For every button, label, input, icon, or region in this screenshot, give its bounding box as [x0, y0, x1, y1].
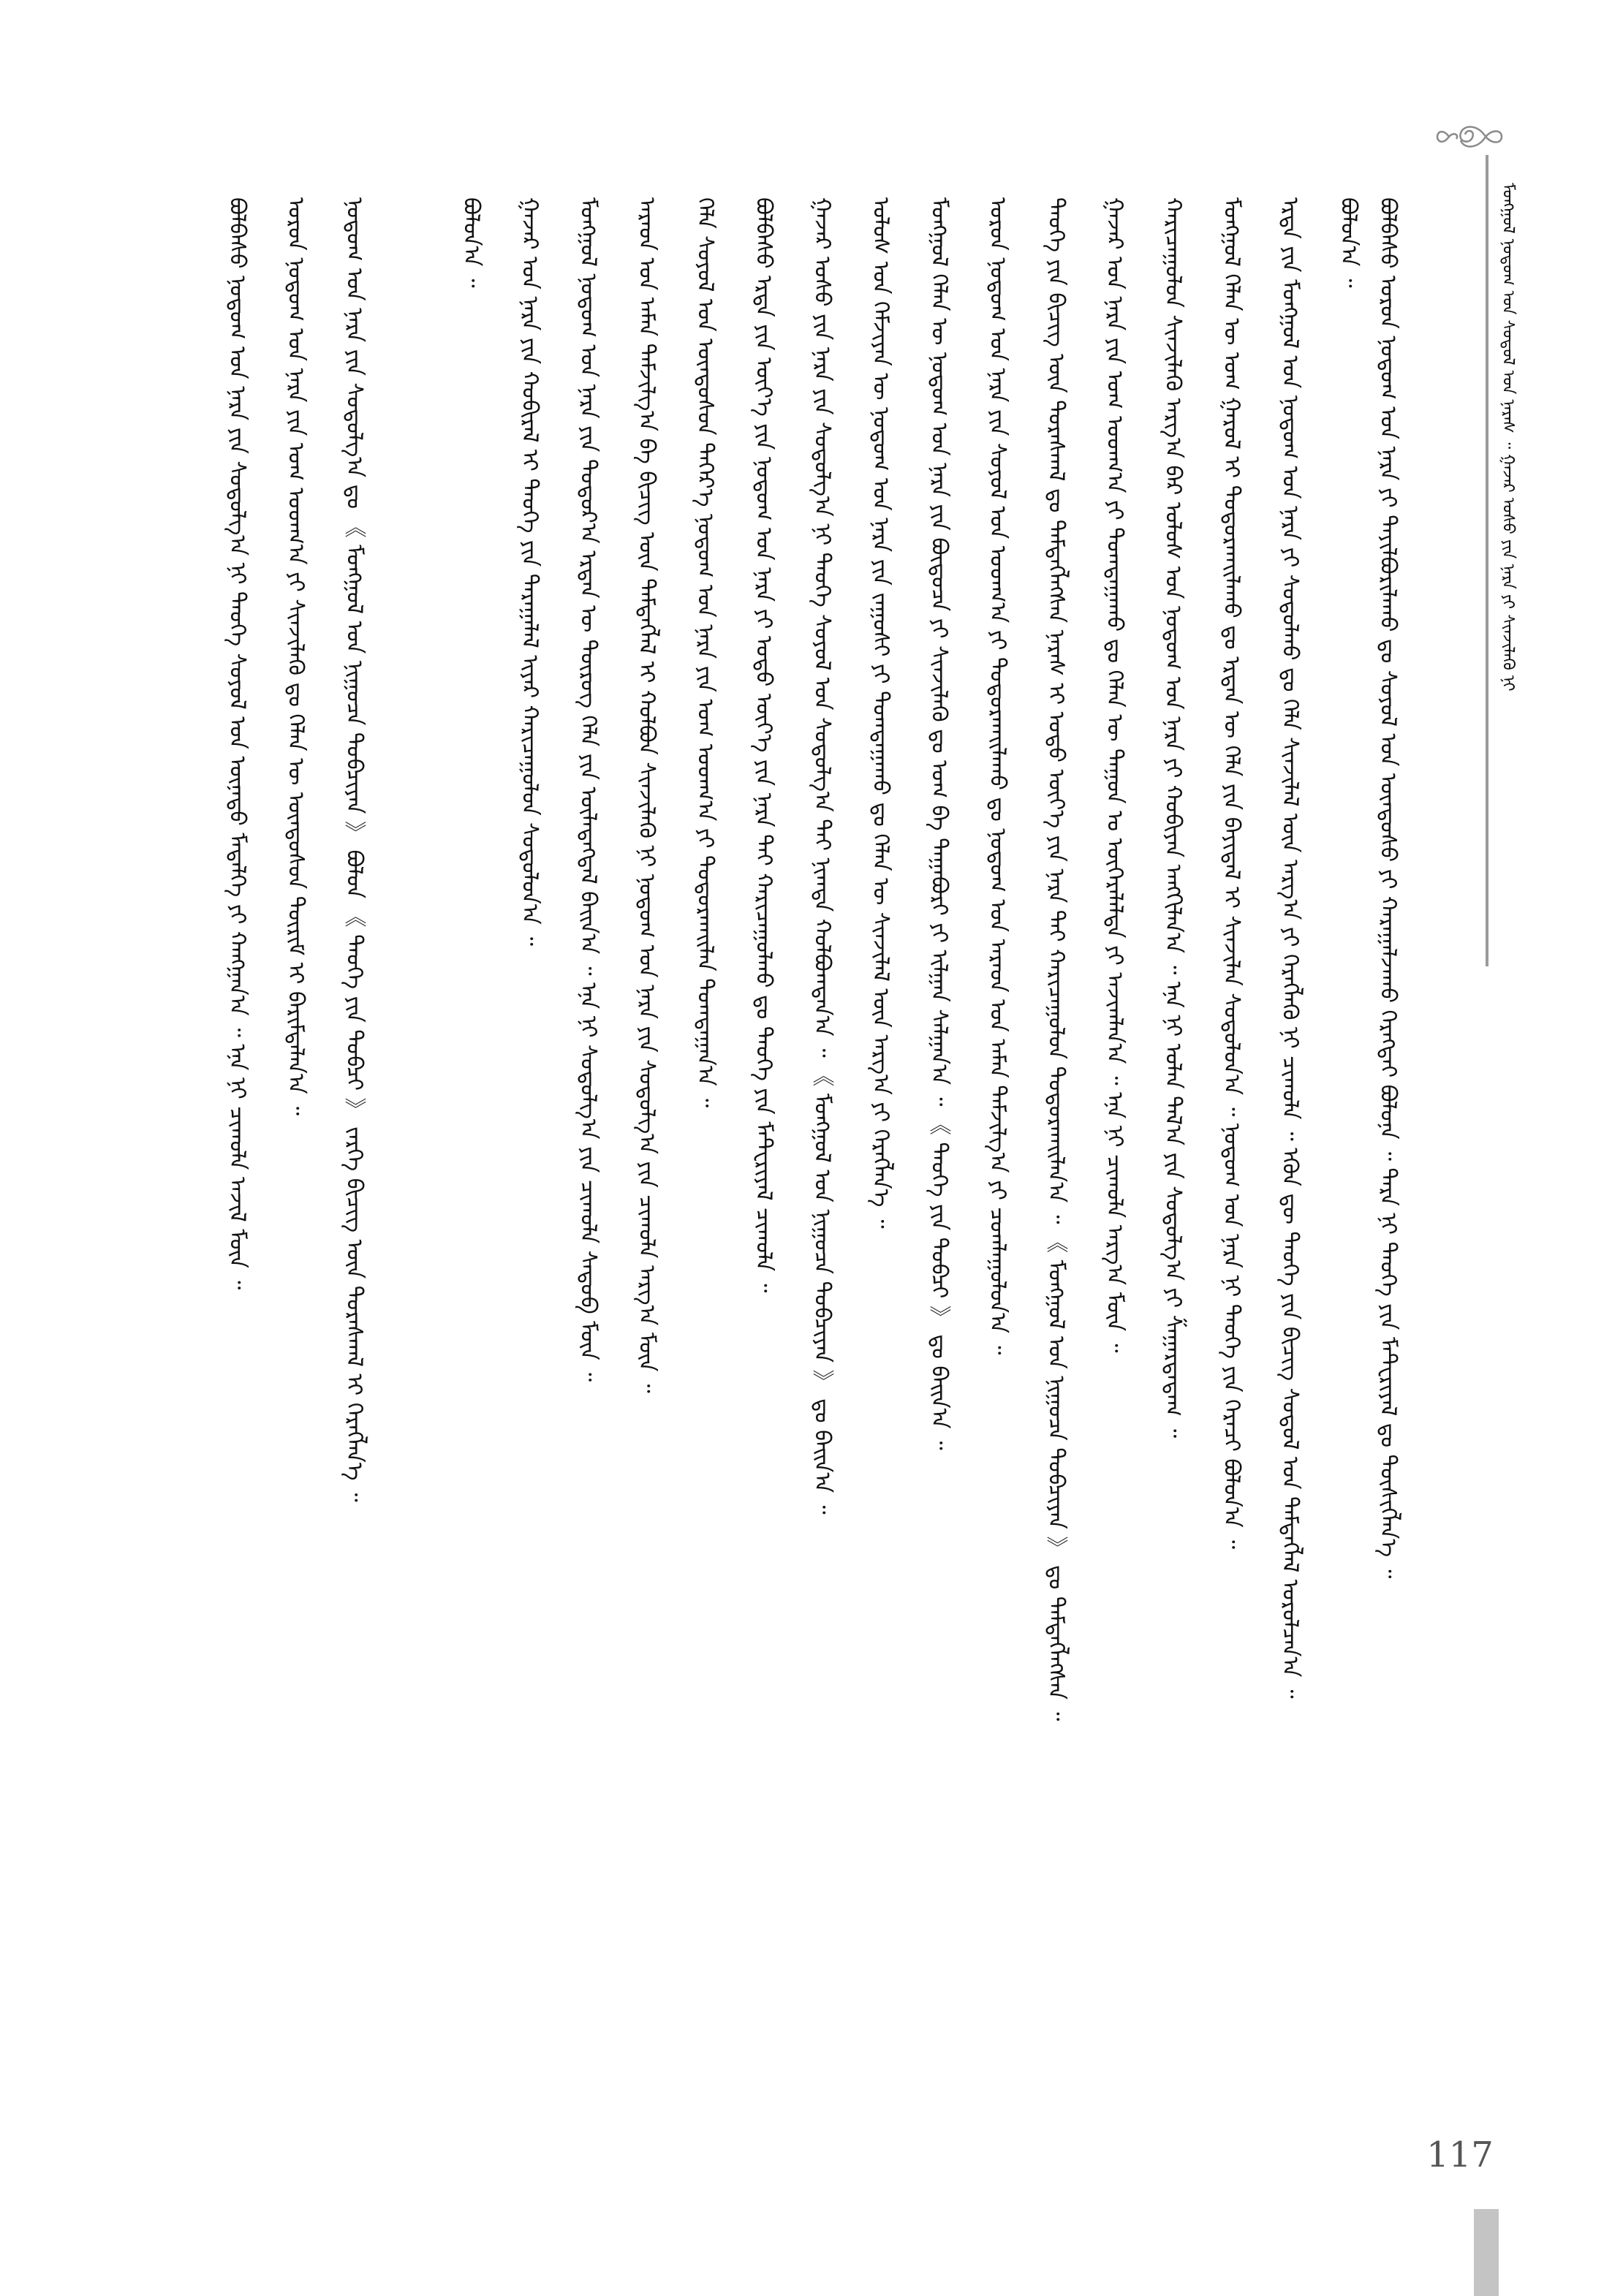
header-rule — [1486, 155, 1488, 966]
text-column: ᠪᠣᠯᠪᠠᠰᠤ ᠡᠷᠲᠡ ᠶᠢᠨ ᠦᠶ᠎ᠡ ᠶᠢᠨ ᠨᠤᠲᠤᠭ ᠤᠨ ᠨᠡᠷᠡ ᠶᠢ ᠣᠳᠣ ᠦᠶ᠎ᠡ ᠶᠢᠨ ᠨᠡᠷᠡ ᠲᠡᠢ ᠬᠠᠷᠢᠴᠠᠭᠤᠯᠬᠤ ᠳᠤ ᠲᠡᠦᠬᠡ ᠶᠢᠨ ᠮᠠᠲ᠋ᠧᠷᠢᠶᠠᠯ ᠴᠢᠬᠤᠯᠠ ᠃ — [751, 197, 776, 1293]
running-header: ᠮᠣᠩᠭᠣᠯ ᠨᠤᠲᠤᠭ ᠤᠨ ᠰᠤᠳᠤᠯ ᠤᠨ ᠨᠡᠷᠡᠰ ᠃ ᠭᠠᠵᠠᠷ ᠤᠰᠤ ᠶᠢᠨ ᠨᠡᠷᠡ ᠶᠢ ᠰᠢᠨᠵᠢᠯᠡᠬᠦ ᠨᠢ — [1499, 183, 1517, 692]
text-column: ᠪᠣᠯᠤᠨ᠎ᠠ ᠃ — [1336, 197, 1361, 288]
text-column: ᠭᠠᠵᠠᠷ ᠤᠰᠤ ᠶᠢᠨ ᠨᠡᠷᠡ ᠶᠢᠨ ᠰᠤᠳᠤᠯᠭ᠎ᠠ ᠨᠢ ᠲᠡᠦᠬᠡ ᠰᠣᠶᠤᠯ ᠤᠨ ᠰᠤᠳᠤᠯᠭ᠎ᠠ ᠲᠠᠢ ᠨᠢᠭᠲᠠ ᠬᠣᠯᠪᠣᠭᠳᠠᠨ᠎ᠠ ᠃ 《 ᠮᠣᠩᠭᠣᠯ ᠤᠨ ᠨᠢᠭᠤᠴᠠ ᠲᠣᠪᠴᠢᠶᠠᠨ 》 ᠳᠤ ᠪᠠᠢᠨ᠎ᠠ ᠃ — [809, 197, 835, 1515]
text-column: ᠬᠡᠯᠡ ᠰᠣᠶᠤᠯ ᠤᠨ ᠦᠨᠳᠦᠰᠦᠨ ᠳᠡᠭᠡᠷ᠎ᠡ ᠨᠤᠲᠤᠭ ᠤᠨ ᠨᠡᠷᠡ ᠶᠢᠨ ᠤᠭ ᠤᠳᠬ᠎ᠠ ᠶᠢ ᠲᠣᠳᠣᠷᠬᠠᠢᠯᠠᠨ ᠲᠣᠭᠲᠠᠭᠠᠨ᠎ᠠ ᠃ — [692, 197, 718, 1108]
text-column: ᠠᠷᠠᠳ ᠤᠨ ᠠᠮᠠᠨ ᠳᠠᠮᠵᠢᠯᠭ᠎ᠠ ᠪᠠ ᠪᠢᠴᠢᠭ ᠦᠨ ᠲᠡᠮᠳᠡᠭᠯᠡᠯ ᠢ ᠬᠣᠯᠪᠣᠨ ᠰᠢᠨᠵᠢᠯᠡᠬᠦ ᠨᠢ ᠨᠤᠲᠤᠭ ᠤᠨ ᠨᠡᠷᠡ ᠶᠢᠨ ᠰᠤᠳᠤᠯᠭ᠎ᠠ ᠶᠢᠨ ᠴᠢᠬᠤᠯᠠ ᠠᠷᠭ᠎ᠠ ᠮᠦᠨ ᠃ — [634, 197, 659, 1393]
text-column: ᠮᠣᠩᠭᠣᠯ ᠬᠡᠯᠡᠨ ᠦ ᠨᠤᠲᠤᠭ ᠤᠨ ᠨᠡᠷᠡ ᠶᠢᠨ ᠪᠦᠲᠦᠴᠡ ᠶᠢ ᠰᠢᠨᠵᠢᠯᠡᠬᠦ ᠳᠤ ᠤᠭ ᠪᠠ ᠳᠠᠭᠠᠪᠤᠷᠢ ᠶᠢ ᠢᠯᠭᠠᠨ ᠰᠠᠯᠭᠠᠨ᠎ᠠ ᠃ 《 ᠲᠡᠦᠬᠡ ᠶᠢᠨ ᠲᠣᠪᠴᠢ 》 ᠳᠤ ᠪᠠᠢᠨ᠎ᠠ ᠃ — [926, 197, 952, 1450]
thumb-tab — [1474, 2209, 1499, 2296]
text-column: ᠨᠤᠲᠤᠭ ᠤᠨ ᠨᠡᠷᠡ ᠶᠢᠨ ᠰᠤᠳᠤᠯᠭ᠎ᠠ ᠳᠤ 《 ᠮᠣᠩᠭᠣᠯ ᠤᠨ ᠨᠢᠭᠤᠴᠠ ᠲᠣᠪᠴᠢᠶᠠᠨ 》 ᠪᠣᠯᠤᠨ 《 ᠲᠡᠦᠬᠡ ᠶᠢᠨ ᠲᠣᠪᠴᠢ 》 ᠵᠡᠷᠭᠡ ᠪᠢᠴᠢᠭ ᠦᠨ ᠳᠤᠷᠠᠰᠬᠠᠯ ᠢ ᠬᠡᠷᠡᠭᠯᠡᠨ᠎ᠡ ᠃ — [341, 197, 367, 1502]
text-column: ᠪᠣᠯᠪᠠᠰᠤ ᠨᠤᠲᠤᠭ ᠤᠨ ᠨᠡᠷᠡ ᠶᠢᠨ ᠰᠤᠳᠤᠯᠭ᠎ᠠ ᠨᠢ ᠲᠡᠦᠬᠡ ᠰᠣᠶᠤᠯ ᠤᠨ ᠦᠨᠡᠲᠦ ᠮᠡᠳᠡᠯᠭᠡ ᠶᠢ ᠬᠠᠩᠭᠠᠨ᠎ᠠ ᠃ ᠡᠨᠡ ᠨᠢ ᠴᠢᠬᠤᠯᠠ ᠠᠵᠢᠯ ᠮᠦᠨ ᠃ — [224, 197, 250, 1290]
text-column: ᠭᠠᠵᠠᠷ ᠤᠨ ᠨᠡᠷᠡ ᠶᠢᠨ ᠤᠭ ᠤᠳᠬ᠎ᠠ ᠶᠢ ᠲᠣᠭᠲᠠᠭᠠᠬᠤ ᠳᠤ ᠬᠡᠯᠡᠨ ᠦ ᠳᠠᠭᠤᠨ ᠤ ᠥᠭᠡᠷᠡᠯᠡᠯᠲᠡ ᠶᠢ ᠠᠵᠢᠭᠯᠠᠨ᠎ᠠ ᠃ ᠡᠨᠡ ᠨᠢ ᠴᠢᠬᠤᠯᠠ ᠠᠷᠭ᠎ᠠ ᠮᠦᠨ ᠃ — [1102, 197, 1127, 1353]
text-column: ᠣᠷᠣᠨ ᠨᠤᠲᠤᠭ ᠤᠨ ᠨᠡᠷᠡ ᠶᠢᠨ ᠰᠣᠶᠤᠯ ᠤᠨ ᠤᠳᠬ᠎ᠠ ᠶᠢ ᠲᠣᠳᠣᠷᠬᠠᠢᠯᠠᠬᠤ ᠳᠤ ᠨᠤᠲᠤᠭ ᠤᠨ ᠠᠷᠠᠳ ᠤᠨ ᠠᠮᠠᠨ ᠳᠠᠮᠵᠢᠯᠭ᠎ᠠ ᠶᠢ ᠴᠤᠭᠯᠠᠭᠤᠯᠤᠨ᠎ᠠ ᠃ — [985, 197, 1010, 1355]
text-column: ᠮᠣᠩᠭᠣᠯ ᠬᠡᠯᠡᠨ ᠦ ᠤᠭ ᠭᠠᠷᠤᠯ ᠢ ᠲᠣᠳᠣᠷᠬᠠᠢᠯᠠᠬᠤ ᠳᠤ ᠡᠷᠲᠡᠨ ᠦ ᠬᠡᠯᠡ ᠶᠢᠨ ᠪᠠᠶᠢᠳᠠᠯ ᠢ ᠰᠢᠨᠵᠢᠯᠡᠨ ᠰᠤᠳᠤᠯᠤᠨ᠎ᠠ ᠃ ᠨᠤᠲᠤᠭ ᠤᠨ ᠨᠡᠷᠡ ᠨᠢ ᠲᠡᠦᠬᠡ ᠶᠢᠨ ᠭᠡᠷᠡᠴᠢ ᠪᠣᠯᠤᠨ᠎ᠠ ᠃ — [1219, 197, 1244, 1550]
text-column: ᠤᠯᠤᠰ ᠤᠨ ᠬᠡᠮᠵᠢᠶᠡᠨ ᠦ ᠨᠤᠲᠤᠭ ᠤᠨ ᠨᠡᠷᠡ ᠶᠢᠨ ᠵᠠᠭᠤᠰᠢ ᠶᠢ ᠲᠣᠭᠲᠠᠭᠠᠬᠤ ᠳᠤ ᠬᠡᠯᠡᠨ ᠦ ᠰᠢᠨᠵᠢᠯᠡᠯ ᠦᠨ ᠠᠷᠭ᠎ᠠ ᠶᠢ ᠬᠡᠷᠡᠭᠯᠡᠨ᠎ᠡ ᠃ — [868, 197, 893, 1229]
text-column: ᠭᠠᠵᠠᠷ ᠤᠨ ᠨᠡᠷᠡ ᠶᠢᠨ ᠬᠤᠪᠢᠷᠠᠯ ᠢ ᠲᠡᠦᠬᠡ ᠶᠢᠨ ᠳᠠᠷᠠᠭᠠᠯᠠᠯ ᠢᠶᠠᠷ ᠬᠠᠷᠢᠴᠠᠭᠤᠯᠤᠨ ᠰᠤᠳᠤᠯᠤᠨ᠎ᠠ ᠃ — [517, 197, 542, 947]
ornament-icon — [1434, 120, 1507, 154]
page-number: 117 — [1426, 2134, 1494, 2175]
text-column: ᠪᠣᠯᠪᠠᠰᠤ ᠣᠷᠣᠨ ᠨᠤᠲᠤᠭ ᠤᠨ ᠨᠡᠷᠡ ᠶᠢ ᠲᠠᠶᠢᠯᠪᠤᠷᠢᠯᠠᠬᠤ ᠳᠤ ᠰᠣᠶᠤᠯ ᠤᠨ ᠦᠨᠳᠦᠰᠦ ᠶᠢ ᠬᠠᠷᠠᠭᠠᠯᠵᠠᠬᠤ ᠬᠡᠷᠡᠭᠲᠡᠢ ᠪᠣᠯᠤᠨᠠ ᠃ ᠲᠡᠷᠡ ᠨᠢ ᠲᠡᠦᠬᠡ ᠶᠢᠨ ᠮᠠᠲ᠋ᠧᠷᠢᠶᠠᠯ ᠳᠤ ᠲᠦᠰᠢᠭᠯᠡᠨ᠎ᠡ ᠃ — [1375, 197, 1401, 1579]
text-column: ᠪᠣᠯᠤᠨ᠎ᠠ ᠃ — [458, 197, 484, 288]
text-column: ᠬᠠᠷᠢᠴᠠᠭᠤᠯᠤᠨ ᠰᠢᠨᠵᠢᠯᠡᠬᠦ ᠠᠷᠭ᠎ᠠ ᠪᠠᠷ ᠤᠯᠤᠰ ᠤᠨ ᠨᠤᠲᠤᠭ ᠤᠨ ᠨᠡᠷᠡ ᠶᠢ ᠬᠤᠪᠢᠶᠠᠨ ᠠᠩᠭᠢᠯᠠᠨ᠎ᠠ ᠃ ᠡᠨᠡ ᠨᠢ ᠣᠯᠠᠨ ᠲᠠᠯ᠎ᠠ ᠶᠢᠨ ᠰᠤᠳᠤᠯᠭ᠎ᠠ ᠶᠢ ᠱᠠᠭᠠᠷᠳᠠᠳᠠᠭ ᠃ — [1160, 197, 1186, 1439]
text-column: ᠡᠷᠲᠡ ᠶᠢᠨ ᠮᠣᠩᠭᠣᠯ ᠤᠨ ᠨᠤᠲᠤᠭ ᠤᠨ ᠨᠡᠷᠡ ᠶᠢ ᠰᠤᠳᠤᠯᠬᠤ ᠳᠤ ᠬᠡᠯᠡ ᠰᠢᠨᠵᠢᠯᠡᠯ ᠦᠨ ᠠᠷᠭ᠎ᠠ ᠶᠢ ᠬᠡᠷᠡᠭᠯᠡᠬᠦ ᠨᠢ ᠴᠢᠬᠤᠯᠠ ᠃ ᠡᠭᠦᠨ ᠳᠦ ᠲᠡᠦᠬᠡ ᠶᠢᠨ ᠪᠢᠴᠢᠭ ᠰᠤᠳᠤᠯ ᠤᠨ ᠲᠡᠮᠳᠡᠭᠯᠡᠯ ᠣᠷᠣᠯᠴᠠᠨ᠎ᠠ ᠃ — [1277, 197, 1303, 1699]
text-column: ᠣᠷᠣᠨ ᠨᠤᠲᠤᠭ ᠤᠨ ᠨᠡᠷᠡ ᠶᠢᠨ ᠤᠭ ᠤᠳᠬ᠎ᠠ ᠶᠢ ᠰᠢᠨᠵᠢᠯᠡᠬᠦ ᠳᠤ ᠬᠡᠯᠡᠨ ᠦ ᠦᠨᠳᠦᠰᠦᠨ ᠳᠦᠷᠢᠮ ᠢ ᠪᠠᠷᠢᠮᠲᠠᠯᠠᠨ᠎ᠠ ᠃ — [283, 197, 309, 1115]
text-column: ᠲᠡᠦᠬᠡ ᠶᠢᠨ ᠪᠢᠴᠢᠭ ᠦᠨ ᠳᠤᠷᠠᠰᠬᠠᠯ ᠳᠤ ᠲᠡᠮᠳᠡᠭᠯᠡᠭᠰᠡᠨ ᠨᠡᠷᠡᠰ ᠢ ᠣᠳᠣ ᠦᠶ᠎ᠡ ᠶᠢᠨ ᠨᠡᠷᠡ ᠲᠡᠢ ᠬᠠᠷᠢᠴᠠᠭᠤᠯᠤᠨ ᠲᠣᠳᠣᠷᠬᠠᠢᠯᠠᠨ᠎ᠠ ᠃ 《 ᠮᠣᠩᠭᠣᠯ ᠤᠨ ᠨᠢᠭᠤᠴᠠ ᠲᠣᠪᠴᠢᠶᠠᠨ 》 ᠳᠤ ᠲᠡᠮᠳᠡᠭᠯᠡᠭᠰᠡᠨ ᠃ — [1043, 197, 1069, 1721]
text-column: ᠮᠣᠩᠭᠣᠯ ᠨᠤᠲᠤᠭ ᠤᠨ ᠨᠡᠷᠡ ᠶᠢᠨ ᠳᠣᠲᠣᠷ᠎ᠠ ᠡᠷᠲᠡᠨ ᠦ ᠲᠦᠷᠦᠭ ᠬᠡᠯᠡ ᠶᠢᠨ ᠦᠯᠡᠳᠡᠭᠳᠡᠯ ᠪᠠᠢᠨ᠎ᠠ ᠃ ᠡᠨᠡ ᠨᠢ ᠰᠤᠳᠤᠯᠭ᠎ᠠ ᠶᠢᠨ ᠴᠢᠬᠤᠯᠠ ᠰᠡᠳᠦᠪ ᠮᠦᠨ ᠃ — [575, 197, 601, 1382]
